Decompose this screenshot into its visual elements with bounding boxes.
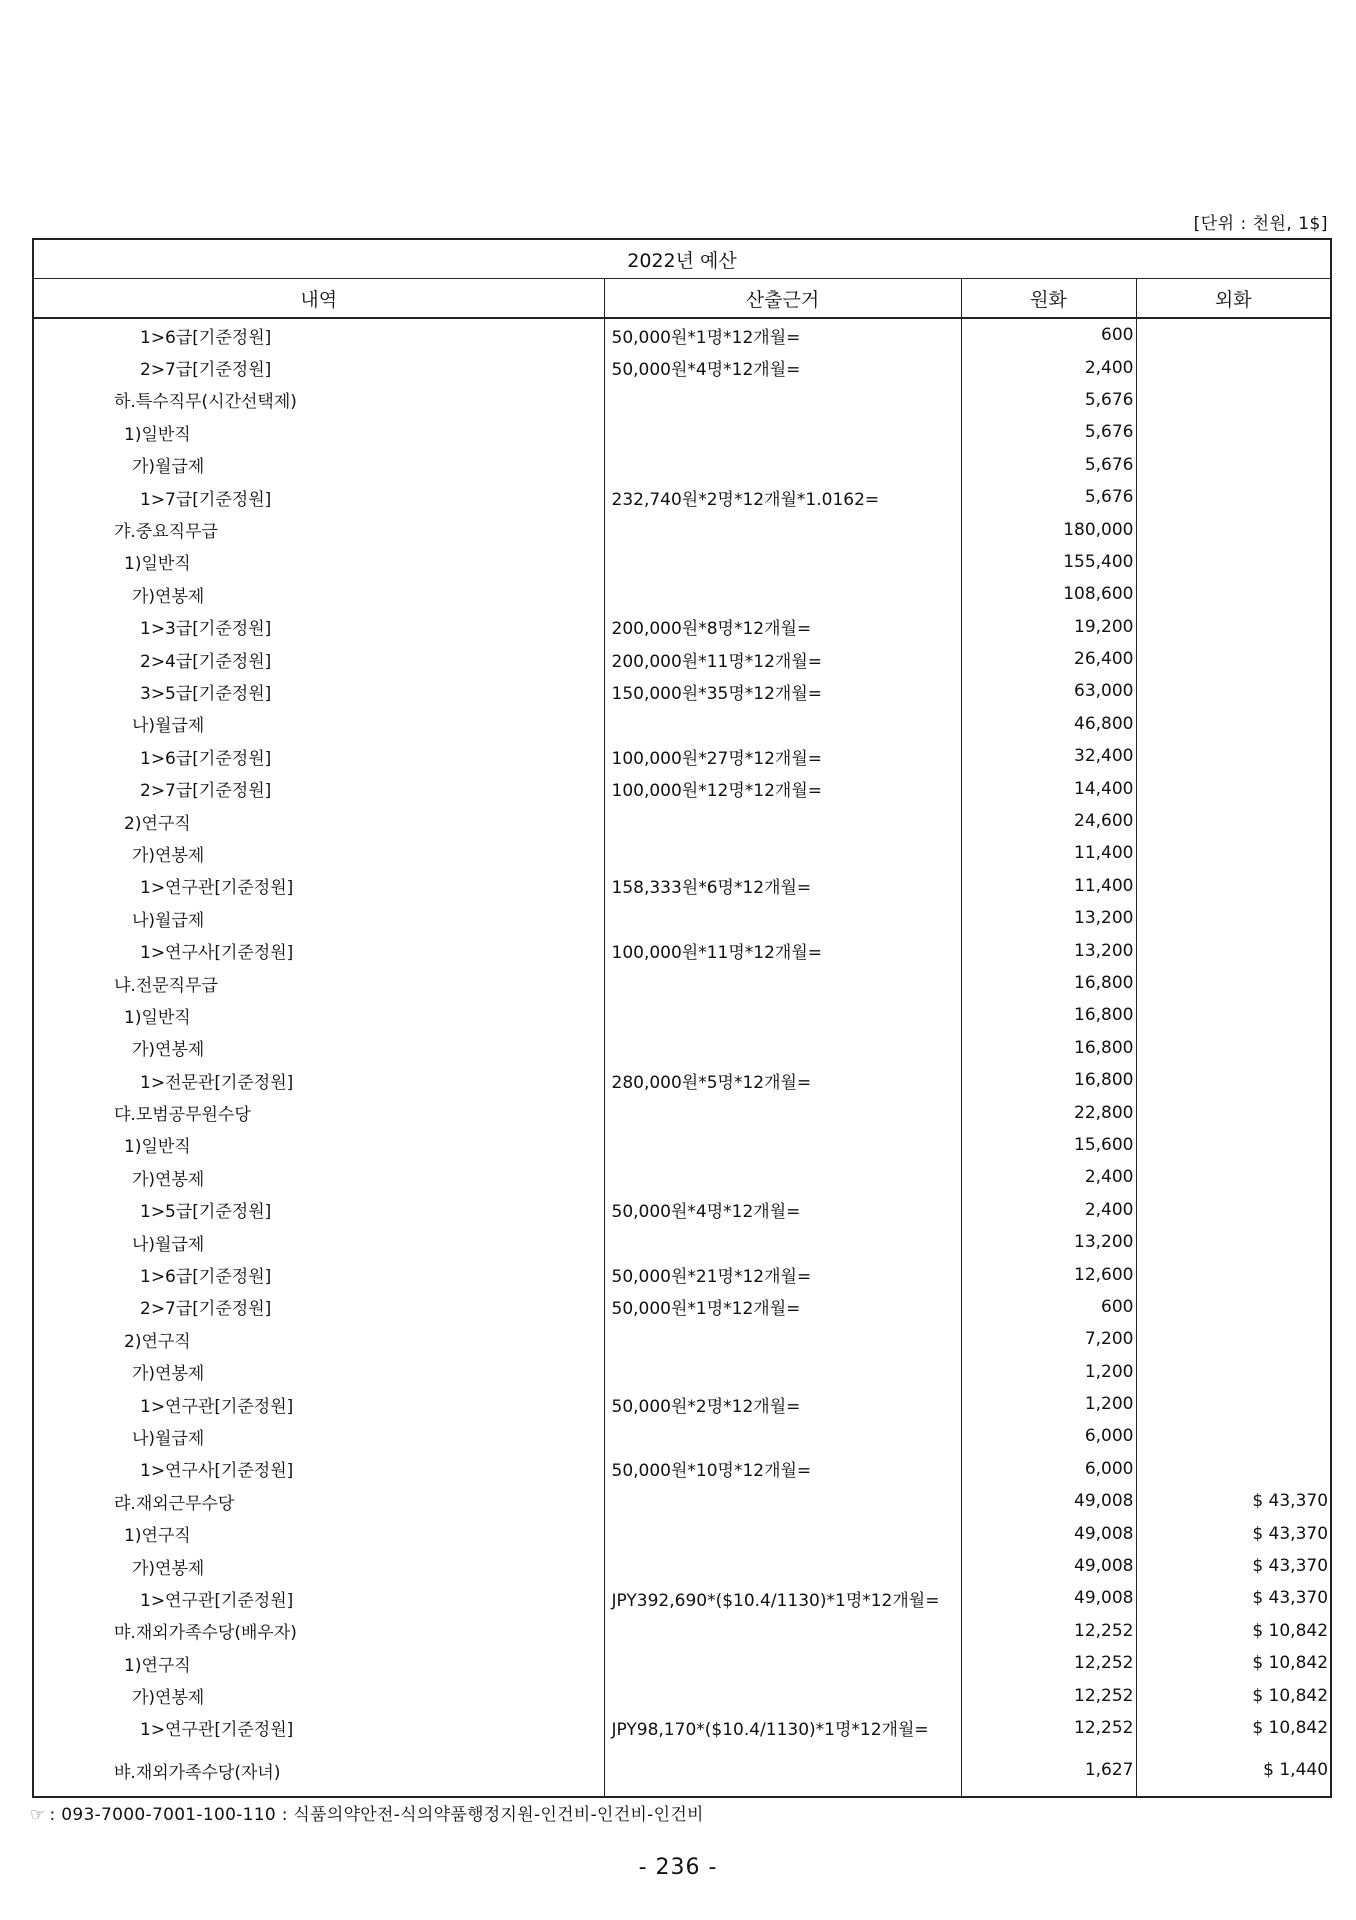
row-basis — [604, 1485, 961, 1517]
table-row — [33, 675, 1331, 707]
row-item: 1)연구직 — [33, 1647, 604, 1679]
table-row — [33, 1485, 1331, 1517]
row-fx-amount: $ 10,842 — [1136, 1679, 1331, 1711]
table-row — [33, 1096, 1331, 1128]
row-item: 1)일반직 — [33, 1129, 604, 1161]
row-fx-amount — [1136, 837, 1331, 869]
row-basis — [604, 902, 961, 934]
row-item: 2>7급[기준정원] — [33, 772, 604, 804]
row-krw-amount: 1,627 — [961, 1744, 1136, 1797]
table-row — [33, 1323, 1331, 1355]
row-item: 나)월급제 — [33, 708, 604, 740]
row-item: 댜.모범공무원수당 — [33, 1096, 604, 1128]
row-krw-amount: 12,600 — [961, 1258, 1136, 1290]
row-basis — [604, 967, 961, 999]
table-row — [33, 1453, 1331, 1485]
row-fx-amount — [1136, 1356, 1331, 1388]
row-item: 1>6급[기준정원] — [33, 740, 604, 772]
table-row — [33, 1744, 1331, 1797]
row-item: 2>7급[기준정원] — [33, 1291, 604, 1323]
row-krw-amount: 49,008 — [961, 1485, 1136, 1517]
row-basis — [604, 1647, 961, 1679]
row-basis: 280,000원*5명*12개월= — [604, 1064, 961, 1096]
row-item: 뱌.재외가족수당(자녀) — [33, 1744, 604, 1797]
row-item: 1>연구관[기준정원] — [33, 1582, 604, 1614]
row-item: 나)월급제 — [33, 902, 604, 934]
row-krw-amount: 6,000 — [961, 1420, 1136, 1452]
row-krw-amount: 11,400 — [961, 837, 1136, 869]
row-item: 2)연구직 — [33, 805, 604, 837]
row-krw-amount: 13,200 — [961, 902, 1136, 934]
row-fx-amount — [1136, 675, 1331, 707]
row-krw-amount: 46,800 — [961, 708, 1136, 740]
row-item: 가)연봉제 — [33, 837, 604, 869]
row-krw-amount: 32,400 — [961, 740, 1136, 772]
row-item: 3>5급[기준정원] — [33, 675, 604, 707]
row-item: 1>연구관[기준정원] — [33, 1712, 604, 1744]
row-item: 가)연봉제 — [33, 1161, 604, 1193]
table-row — [33, 740, 1331, 772]
row-krw-amount: 16,800 — [961, 967, 1136, 999]
table-row — [33, 999, 1331, 1031]
row-basis — [604, 1323, 961, 1355]
row-fx-amount — [1136, 740, 1331, 772]
budget-table — [32, 238, 1332, 1798]
row-fx-amount — [1136, 999, 1331, 1031]
row-krw-amount: 49,008 — [961, 1517, 1136, 1549]
row-krw-amount: 5,676 — [961, 449, 1136, 481]
table-row — [33, 902, 1331, 934]
row-fx-amount — [1136, 1064, 1331, 1096]
row-basis — [604, 805, 961, 837]
row-basis: 100,000원*12명*12개월= — [604, 772, 961, 804]
row-fx-amount — [1136, 546, 1331, 578]
row-basis — [604, 1420, 961, 1452]
table-row — [33, 1129, 1331, 1161]
row-basis: 50,000원*4명*12개월= — [604, 351, 961, 383]
row-item: 1)일반직 — [33, 999, 604, 1031]
row-item: 가)연봉제 — [33, 1550, 604, 1582]
row-basis — [604, 837, 961, 869]
table-row — [33, 1582, 1331, 1614]
row-basis — [604, 1032, 961, 1064]
row-fx-amount — [1136, 318, 1331, 351]
row-item: 2>4급[기준정원] — [33, 643, 604, 675]
row-krw-amount: 1,200 — [961, 1356, 1136, 1388]
footnote — [30, 1800, 704, 1825]
table-row — [33, 384, 1331, 416]
row-basis — [604, 708, 961, 740]
table-row — [33, 1647, 1331, 1679]
row-basis: 158,333원*6명*12개월= — [604, 870, 961, 902]
row-item: 1>연구관[기준정원] — [33, 1388, 604, 1420]
row-krw-amount: 12,252 — [961, 1615, 1136, 1647]
row-basis: 100,000원*11명*12개월= — [604, 934, 961, 966]
row-krw-amount: 5,676 — [961, 416, 1136, 448]
row-basis: 200,000원*11명*12개월= — [604, 643, 961, 675]
table-row — [33, 1679, 1331, 1711]
row-fx-amount — [1136, 481, 1331, 513]
row-item: 1>연구관[기준정원] — [33, 870, 604, 902]
row-item: 가)월급제 — [33, 449, 604, 481]
row-basis — [604, 1129, 961, 1161]
row-item: 갸.중요직무급 — [33, 513, 604, 545]
row-fx-amount — [1136, 934, 1331, 966]
header-item: 내역 — [33, 279, 604, 319]
row-item: 냐.전문직무급 — [33, 967, 604, 999]
table-row — [33, 870, 1331, 902]
pointing-hand-icon: ☞ — [30, 1805, 46, 1825]
row-basis — [604, 513, 961, 545]
table-row — [33, 351, 1331, 383]
row-fx-amount — [1136, 513, 1331, 545]
row-basis: 50,000원*1명*12개월= — [604, 1291, 961, 1323]
row-fx-amount — [1136, 578, 1331, 610]
table-row — [33, 1550, 1331, 1582]
row-item: 가)연봉제 — [33, 1679, 604, 1711]
row-fx-amount: $ 43,370 — [1136, 1485, 1331, 1517]
row-krw-amount: 5,676 — [961, 481, 1136, 513]
table-row — [33, 318, 1331, 351]
row-krw-amount: 16,800 — [961, 1064, 1136, 1096]
row-krw-amount: 180,000 — [961, 513, 1136, 545]
table-row — [33, 1517, 1331, 1549]
row-krw-amount: 1,200 — [961, 1388, 1136, 1420]
row-krw-amount: 49,008 — [961, 1550, 1136, 1582]
row-fx-amount — [1136, 643, 1331, 675]
row-fx-amount — [1136, 1388, 1331, 1420]
row-basis: JPY392,690*($10.4/1130)*1명*12개월= — [604, 1582, 961, 1614]
row-fx-amount — [1136, 1129, 1331, 1161]
row-fx-amount: $ 43,370 — [1136, 1550, 1331, 1582]
row-krw-amount: 108,600 — [961, 578, 1136, 610]
row-krw-amount: 16,800 — [961, 999, 1136, 1031]
row-fx-amount — [1136, 449, 1331, 481]
row-krw-amount: 24,600 — [961, 805, 1136, 837]
row-krw-amount: 12,252 — [961, 1647, 1136, 1679]
row-fx-amount — [1136, 351, 1331, 383]
row-basis — [604, 1517, 961, 1549]
row-basis — [604, 578, 961, 610]
table-row — [33, 837, 1331, 869]
row-item: 1>7급[기준정원] — [33, 481, 604, 513]
row-item: 1>5급[기준정원] — [33, 1194, 604, 1226]
row-item: 1>전문관[기준정원] — [33, 1064, 604, 1096]
table-row — [33, 611, 1331, 643]
table-row — [33, 513, 1331, 545]
row-krw-amount: 600 — [961, 1291, 1136, 1323]
row-fx-amount — [1136, 1096, 1331, 1128]
page-number: - 236 - — [638, 1855, 718, 1880]
header-fx: 외화 — [1136, 279, 1331, 319]
row-fx-amount — [1136, 1194, 1331, 1226]
row-krw-amount: 12,252 — [961, 1679, 1136, 1711]
table-row — [33, 708, 1331, 740]
table-row — [33, 1356, 1331, 1388]
table-row — [33, 449, 1331, 481]
row-item: 랴.재외근무수당 — [33, 1485, 604, 1517]
row-item: 하.특수직무(시간선택제) — [33, 384, 604, 416]
row-krw-amount: 16,800 — [961, 1032, 1136, 1064]
row-basis: 50,000원*4명*12개월= — [604, 1194, 961, 1226]
row-fx-amount — [1136, 611, 1331, 643]
table-row — [33, 546, 1331, 578]
table-row — [33, 643, 1331, 675]
row-item: 1)일반직 — [33, 416, 604, 448]
row-fx-amount — [1136, 1453, 1331, 1485]
row-item: 1>6급[기준정원] — [33, 318, 604, 351]
row-basis: 50,000원*21명*12개월= — [604, 1258, 961, 1290]
row-fx-amount — [1136, 967, 1331, 999]
table-row — [33, 934, 1331, 966]
table-row — [33, 1388, 1331, 1420]
row-krw-amount: 13,200 — [961, 1226, 1136, 1258]
row-item: 1>연구사[기준정원] — [33, 934, 604, 966]
table-row — [33, 1194, 1331, 1226]
row-fx-amount: $ 43,370 — [1136, 1517, 1331, 1549]
row-basis — [604, 1226, 961, 1258]
table-body — [33, 318, 1331, 1797]
row-basis — [604, 1615, 961, 1647]
row-basis: 150,000원*35명*12개월= — [604, 675, 961, 707]
row-krw-amount: 5,676 — [961, 384, 1136, 416]
table-row — [33, 416, 1331, 448]
row-krw-amount: 2,400 — [961, 351, 1136, 383]
row-krw-amount: 12,252 — [961, 1712, 1136, 1744]
row-fx-amount: $ 10,842 — [1136, 1647, 1331, 1679]
row-fx-amount — [1136, 902, 1331, 934]
footnote-text: : 093-7000-7001-100-110 : 식품의약안전-식의약품행정지원-인건비-인건비-인건비 — [49, 1805, 704, 1825]
row-krw-amount: 155,400 — [961, 546, 1136, 578]
row-basis — [604, 546, 961, 578]
row-fx-amount — [1136, 1420, 1331, 1452]
row-fx-amount — [1136, 1258, 1331, 1290]
table-row — [33, 1420, 1331, 1452]
row-item: 가)연봉제 — [33, 578, 604, 610]
row-krw-amount: 49,008 — [961, 1582, 1136, 1614]
table-row — [33, 481, 1331, 513]
row-basis — [604, 1356, 961, 1388]
row-basis — [604, 416, 961, 448]
table-row — [33, 1615, 1331, 1647]
row-fx-amount — [1136, 1161, 1331, 1193]
row-fx-amount: $ 10,842 — [1136, 1712, 1331, 1744]
table-row — [33, 967, 1331, 999]
row-fx-amount: $ 10,842 — [1136, 1615, 1331, 1647]
row-basis — [604, 1744, 961, 1797]
table-row — [33, 772, 1331, 804]
header-krw: 원화 — [961, 279, 1136, 319]
row-basis — [604, 1096, 961, 1128]
table-row — [33, 1226, 1331, 1258]
row-fx-amount — [1136, 1032, 1331, 1064]
row-krw-amount: 13,200 — [961, 934, 1136, 966]
row-basis: 200,000원*8명*12개월= — [604, 611, 961, 643]
table-row — [33, 1712, 1331, 1744]
table-row — [33, 1258, 1331, 1290]
row-krw-amount: 600 — [961, 318, 1136, 351]
row-basis — [604, 999, 961, 1031]
row-krw-amount: 2,400 — [961, 1194, 1136, 1226]
row-item: 나)월급제 — [33, 1226, 604, 1258]
row-basis — [604, 1550, 961, 1582]
row-fx-amount — [1136, 772, 1331, 804]
row-basis: 100,000원*27명*12개월= — [604, 740, 961, 772]
row-item: 2)연구직 — [33, 1323, 604, 1355]
row-item: 1>6급[기준정원] — [33, 1258, 604, 1290]
row-item: 1)일반직 — [33, 546, 604, 578]
row-krw-amount: 7,200 — [961, 1323, 1136, 1355]
table-row — [33, 1161, 1331, 1193]
table-row — [33, 805, 1331, 837]
row-item: 가)연봉제 — [33, 1032, 604, 1064]
row-krw-amount: 19,200 — [961, 611, 1136, 643]
row-basis — [604, 384, 961, 416]
row-fx-amount — [1136, 1323, 1331, 1355]
row-item: 나)월급제 — [33, 1420, 604, 1452]
row-item: 1)연구직 — [33, 1517, 604, 1549]
row-item: 1>3급[기준정원] — [33, 611, 604, 643]
row-fx-amount — [1136, 1226, 1331, 1258]
row-basis: JPY98,170*($10.4/1130)*1명*12개월= — [604, 1712, 961, 1744]
row-item: 1>연구사[기준정원] — [33, 1453, 604, 1485]
table-row — [33, 1032, 1331, 1064]
table-row — [33, 1064, 1331, 1096]
table-row — [33, 578, 1331, 610]
row-basis — [604, 1161, 961, 1193]
row-krw-amount: 6,000 — [961, 1453, 1136, 1485]
row-fx-amount — [1136, 1291, 1331, 1323]
row-basis — [604, 449, 961, 481]
row-basis — [604, 1679, 961, 1711]
row-krw-amount: 11,400 — [961, 870, 1136, 902]
row-basis: 50,000원*2명*12개월= — [604, 1388, 961, 1420]
row-basis: 232,740원*2명*12개월*1.0162= — [604, 481, 961, 513]
row-fx-amount — [1136, 708, 1331, 740]
row-basis: 50,000원*10명*12개월= — [604, 1453, 961, 1485]
table-row — [33, 1291, 1331, 1323]
row-krw-amount: 2,400 — [961, 1161, 1136, 1193]
header-basis: 산출근거 — [604, 279, 961, 319]
row-fx-amount — [1136, 384, 1331, 416]
row-krw-amount: 63,000 — [961, 675, 1136, 707]
row-item: 가)연봉제 — [33, 1356, 604, 1388]
row-krw-amount: 15,600 — [961, 1129, 1136, 1161]
row-item: 먀.재외가족수당(배우자) — [33, 1615, 604, 1647]
row-krw-amount: 22,800 — [961, 1096, 1136, 1128]
row-fx-amount — [1136, 416, 1331, 448]
row-fx-amount: $ 1,440 — [1136, 1744, 1331, 1797]
row-krw-amount: 26,400 — [961, 643, 1136, 675]
row-fx-amount — [1136, 870, 1331, 902]
unit-label: [단위 : 천원, 1$] — [1193, 214, 1328, 234]
row-fx-amount: $ 43,370 — [1136, 1582, 1331, 1614]
row-item: 2>7급[기준정원] — [33, 351, 604, 383]
row-fx-amount — [1136, 805, 1331, 837]
row-basis: 50,000원*1명*12개월= — [604, 318, 961, 351]
row-krw-amount: 14,400 — [961, 772, 1136, 804]
table-title: 2022년 예산 — [33, 239, 1331, 279]
